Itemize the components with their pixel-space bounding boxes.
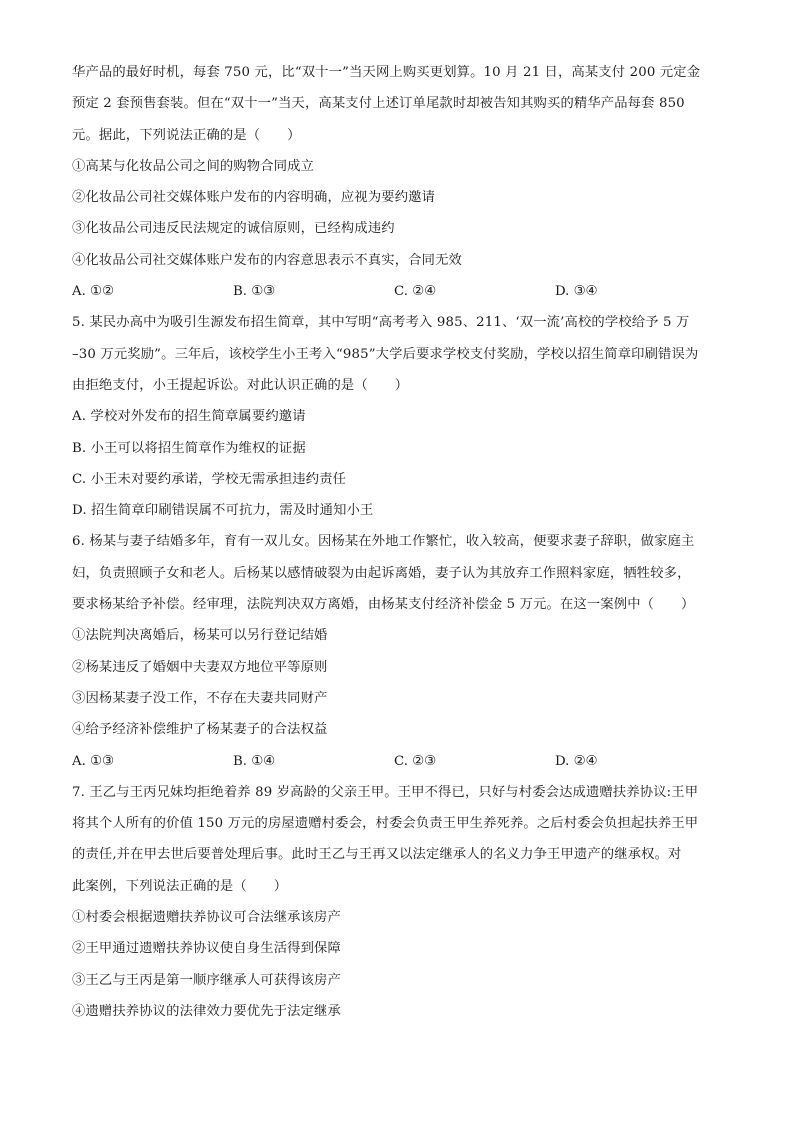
question-6-options [72, 751, 724, 772]
question-7-item-2: ②王甲通过遗赠扶养协议使自身生活得到保障 [72, 941, 341, 957]
question-4-item-2: ②化妆品公司社交媒体账户发布的内容明确，应视为要约邀请 [72, 190, 436, 206]
question-5-stem-line-3: 由拒绝支付，小王提起诉讼。对此认识正确的是（ ） [72, 377, 409, 393]
question-7-item-3: ③王乙与王丙是第一顺序继承人可获得该房产 [72, 972, 341, 988]
question-4-stem-line-1: 华产品的最好时机，每套 750 元，比“双十一”当天网上购买更划算。10 月 21 日，高某支付 200 元定金 [72, 65, 701, 80]
question-4-option-d: D. ③④ [555, 284, 598, 300]
question-4 [72, 62, 724, 302]
question-4-option-c: C. ②④ [394, 284, 436, 300]
question-7-stem-line-1: 7. 王乙与王丙兄妹均拒绝着养 89 岁高龄的父亲王甲。王甲不得已，只好与村委会达成遗赠扶养协议:王甲 [72, 784, 699, 800]
question-7-item-1: ①村委会根据遗赠扶养协议可合法继承该房产 [72, 910, 341, 926]
question-6-option-c: C. ②③ [394, 753, 436, 769]
question-5-option-c: C. 小王未对要约承诺，学校无需承担违约责任 [72, 471, 347, 487]
question-4-item-1: ①高某与化妆品公司之间的购物合同成立 [72, 158, 315, 174]
question-4-stem-line-3: 元。据此，下列说法正确的是（ ） [72, 127, 301, 143]
question-6-stem-line-2: 妇，负责照顾子女和老人。后杨某以感情破裂为由起诉离婚，妻子认为其放弃工作照料家庭，牺牲较多， [72, 565, 691, 581]
question-6-option-a: A. ①③ [72, 753, 114, 769]
question-5 [72, 312, 724, 521]
question-6-item-1: ①法院判决离婚后，杨某可以另行登记结婚 [72, 628, 328, 644]
question-6 [72, 531, 724, 771]
question-5-option-a: A. 学校对外发布的招生简章属要约邀请 [72, 409, 306, 425]
question-6-option-d: D. ②④ [555, 753, 598, 769]
question-6-stem-line-3: 要求杨某给予补偿。经审理，法院判决双方离婚，由杨某支付经济补偿金 5 万元。在这一案例中（ ） [72, 597, 695, 613]
question-6-item-2: ②杨某违反了婚姻中夫妻双方地位平等原则 [72, 659, 328, 675]
question-5-stem-line-1: 5. 某民办高中为吸引生源发布招生简章，其中写明“高考考入 985、211、‘双一流’高校的学校给予 5 万 [72, 315, 690, 331]
question-7-item-4: ④遗赠扶养协议的法律效力要优先于法定继承 [72, 1003, 341, 1019]
question-4-item-3: ③化妆品公司违反民法规定的诚信原则，已经构成违约 [72, 221, 395, 237]
question-6-option-b: B. ①④ [233, 753, 276, 769]
question-7 [72, 782, 724, 1022]
question-6-item-4: ④给予经济补偿维护了杨某妻子的合法权益 [72, 722, 328, 738]
question-7-stem-line-3: 的责任,并在甲去世后要普处理后事。此时王乙与王再又以法定继承人的名义力争王甲遗产的继承权。对 [72, 847, 682, 863]
question-4-item-4: ④化妆品公司社交媒体账户发布的内容意思表示不真实，合同无效 [72, 252, 462, 268]
question-6-stem-line-1: 6. 杨某与妻子结婚多年，育有一双儿女。因杨某在外地工作繁忙，收入较高，便要求妻子辞职，做家庭主 [72, 534, 695, 550]
question-6-item-3: ③因杨某妻子没工作，不存在夫妻共同财产 [72, 690, 328, 706]
question-7-stem-line-2: 将其个人所有的价值 150 万元的房屋遗赠村委会，村委会负责王甲生养死养。之后村委会负担起扶养王甲 [72, 816, 699, 832]
question-4-option-b: B. ①③ [233, 284, 276, 300]
question-4-option-a: A. ①② [72, 284, 114, 300]
question-7-stem-line-4: 此案例，下列说法正确的是（ ） [72, 878, 288, 894]
exam-page [72, 62, 724, 1032]
question-4-stem-line-2: 预定 2 套预售套装。但在“双十一”当天，高某支付上述订单尾款时却被告知其购买的精华产品每套 850 [72, 96, 685, 112]
question-5-option-d: D. 招生简章印刷错误属不可抗力，需及时通知小王 [72, 503, 374, 519]
question-5-option-b: B. 小王可以将招生简章作为维权的证据 [72, 440, 306, 456]
question-5-stem-line-2: –30 万元奖励”。三年后，该校学生小王考入“985”大学后要求学校支付奖励，学校以招生简章印刷错误为 [72, 346, 699, 362]
question-4-options [72, 281, 724, 302]
